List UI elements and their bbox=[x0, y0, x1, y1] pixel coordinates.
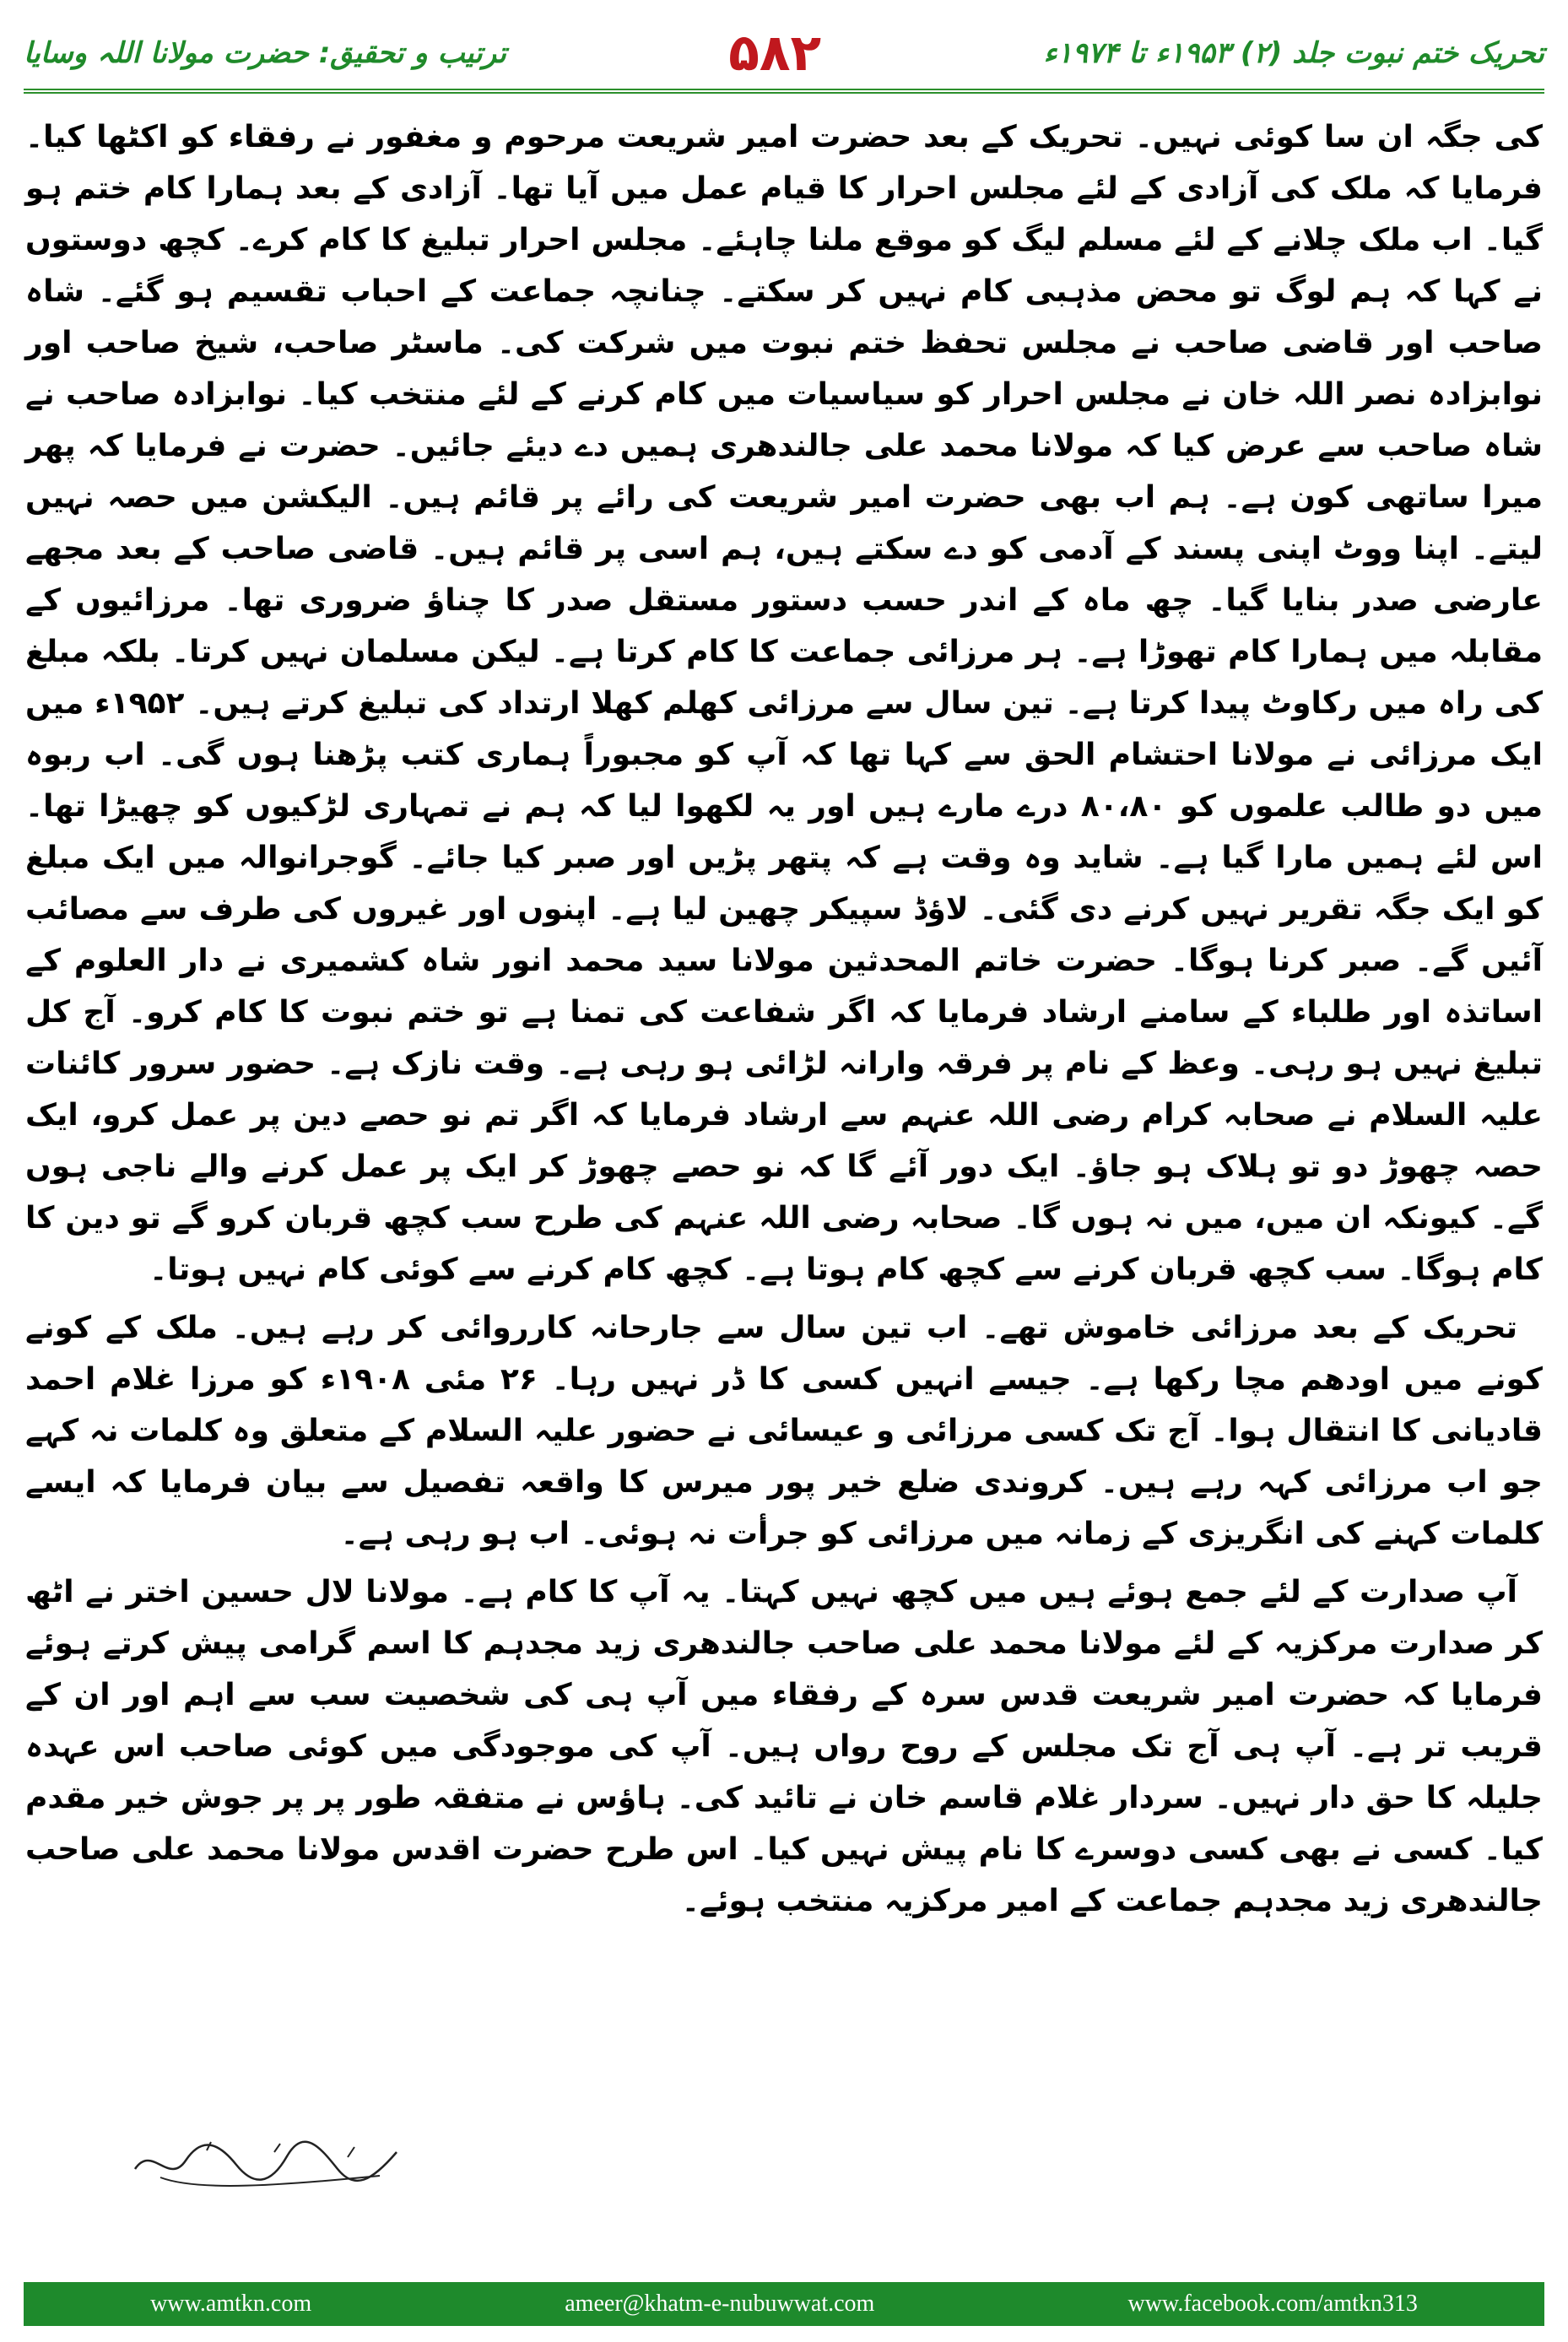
paragraph: آپ صدارت کے لئے جمع ہوئے ہیں میں کچھ نہیں کہتا۔ یہ آپ کا کام ہے۔ مولانا لال حسین اختر نے اٹھ کر صدارت مرکزیہ کے لئے مولانا محمد علی صاحب جالندھری زید مجدہم کا اسم گرامی پیش کرتے ہوئے فرمایا کہ حضرت امیر شریعت قدس سرہ کے رفقاء میں آپ ہی کی شخصیت سب سے اہم اور ان کے قریب تر ہے۔ آپ ہی آج تک مجلس کے روح رواں ہیں۔ آپ کی موجودگی میں کوئی صاحب اس عہدہ جلیلہ کا حق دار نہیں۔ سردار غلام قاسم خان نے تائید کی۔ ہاؤس نے متفقہ طور پر پر جوش خیر مقدم کیا۔ کسی نے بھی کسی دوسرے کا نام پیش نہیں کیا۔ اس طرح حضرت اقدس مولانا محمد علی صاحب جالندھری زید مجدہم جماعت کے امیر مرکزیہ منتخب ہوئے۔ bbox=[25, 1575, 1543, 1918]
paragraph: کی جگہ ان سا کوئی نہیں۔ تحریک کے بعد حضرت امیر شریعت مرحوم و مغفور نے رفقاء کو اکٹھا کیا۔ فرمایا کہ ملک کی آزادی کے لئے مجلس احرار کا قیام عمل میں آیا تھا۔ آزادی کے بعد ہمارا کام ختم ہو گیا۔ اب ملک چلانے کے لئے مسلم لیگ کو موقع ملنا چاہئے۔ مجلس احرار تبلیغ کا کام کرے۔ کچھ دوستوں نے کہا کہ ہم لوگ تو محض مذہبی کام نہیں کر سکتے۔ چنانچہ جماعت کے احباب تقسیم ہو گئے۔ شاہ صاحب اور قاضی صاحب نے مجلس تحفظ ختم نبوت میں شرکت کی۔ ماسٹر صاحب، شیخ صاحب اور نوابزادہ نصر اللہ خان نے مجلس احرار کو سیاسیات میں کام کرنے کے لئے منتخب کیا۔ نوابزادہ صاحب نے شاہ صاحب سے عرض کیا کہ مولانا محمد علی جالندھری ہمیں دے دیئے جائیں۔ حضرت نے فرمایا کہ پھر میرا ساتھی کون ہے۔ ہم اب بھی حضرت امیر شریعت کی رائے پر قائم ہیں۔ الیکشن میں حصہ نہیں لیتے۔ اپنا ووٹ اپنی پسند کے آدمی کو دے سکتے ہیں، ہم اسی پر قائم ہیں۔ قاضی صاحب کے بعد مجھے عارضی صدر بنایا گیا۔ چھ ماہ کے اندر حسب دستور مستقل صدر کا چناؤ ضروری تھا۔ مرزائیوں کے مقابلہ میں ہمارا کام تھوڑا ہے۔ ہر مرزائی جماعت کا کام کرتا ہے۔ لیکن مسلمان نہیں کرتا۔ بلکہ مبلغ کی راہ میں رکاوٹ پیدا کرتا ہے۔ تین سال سے مرزائی کھلم کھلا ارتداد کی تبلیغ کرتے ہیں۔ ۱۹۵۲ء میں ایک مرزائی نے مولانا احتشام الحق سے کہا تھا کہ آپ کو مجبوراً ہماری کتب پڑھنا ہوں گی۔ اب ربوہ میں دو طالب علموں کو ۸۰،۸۰ درے مارے ہیں اور یہ لکھوا لیا کہ ہم نے تمہاری لڑکیوں کو چھیڑا تھا۔ اس لئے ہمیں مارا گیا ہے۔ شاید وہ وقت ہے کہ پتھر پڑیں اور صبر کیا جائے۔ گوجرانوالہ میں ایک مبلغ کو ایک جگہ تقریر نہیں کرنے دی گئی۔ لاؤڈ سپیکر چھین لیا ہے۔ اپنوں اور غیروں کی طرف سے مصائب آئیں گے۔ صبر کرنا ہوگا۔ حضرت خاتم المحدثین مولانا سید محمد انور شاہ کشمیری نے دار العلوم کے اساتذہ اور طلباء کے سامنے ارشاد فرمایا کہ اگر شفاعت کی تمنا ہے تو ختم نبوت کا کام کرو۔ آج کل تبلیغ نہیں ہو رہی۔ وعظ کے نام پر فرقہ وارانہ لڑائی ہو رہی ہے۔ وقت نازک ہے۔ حضور سرور کائنات علیہ السلام نے صحابہ کرام رضی اللہ عنہم سے ارشاد فرمایا کہ اگر تم نو حصے دین پر عمل کرو، ایک حصہ چھوڑ دو تو ہلاک ہو جاؤ۔ ایک دور آئے گا کہ نو حصے چھوڑ کر ایک پر عمل کرنے والے ناجی ہوں گے۔ کیونکہ ان میں، میں نہ ہوں گا۔ صحابہ رضی اللہ عنہم کی طرح سب کچھ قربان کرو گے تو دین کا کام ہوگا۔ سب کچھ قربان کرنے سے کچھ کام ہوتا ہے۔ کچھ کام کرنے سے کوئی کام نہیں ہوتا۔ bbox=[25, 120, 1544, 1287]
compiler-credit: ترتیب و تحقیق: حضرت مولانا اللہ وسایا bbox=[24, 36, 506, 70]
signature-image bbox=[127, 2127, 414, 2203]
page-body bbox=[25, 111, 1543, 1934]
page-header bbox=[24, 17, 1544, 94]
paragraph: تحریک کے بعد مرزائی خاموش تھے۔ اب تین سال سے جارحانہ کارروائی کر رہے ہیں۔ ملک کے کونے کونے میں اودھم مچا رکھا ہے۔ جیسے انہیں کسی کا ڈر نہیں رہا۔ ۲۶ مئی ۱۹۰۸ء کو مرزا غلام احمد قادیانی کا انتقال ہوا۔ آج تک کسی مرزائی و عیسائی نے حضور علیہ السلام کے متعلق وہ کلمات نہ کہے جو اب مرزائی کہہ رہے ہیں۔ کروندی ضلع خیر پور میرس کا واقعہ تفصیل سے بیان فرمایا کہ ایسے کلمات کہنے کی انگریزی کے زمانہ میں مرزائی کو جرأت نہ ہوئی۔ اب ہو رہی ہے۔ bbox=[25, 1311, 1543, 1551]
website-link[interactable]: www.amtkn.com bbox=[150, 2291, 312, 2317]
book-title: تحریک ختم نبوت جلد (۲) ۱۹۵۳ء تا ۱۹۷۴ء bbox=[1043, 35, 1544, 70]
facebook-link[interactable]: www.facebook.com/amtkn313 bbox=[1127, 2291, 1418, 2317]
page-number: ۵۸۲ bbox=[728, 23, 822, 83]
page-footer bbox=[24, 2282, 1544, 2326]
email-link[interactable]: ameer@khatm-e-nubuwwat.com bbox=[565, 2291, 875, 2317]
